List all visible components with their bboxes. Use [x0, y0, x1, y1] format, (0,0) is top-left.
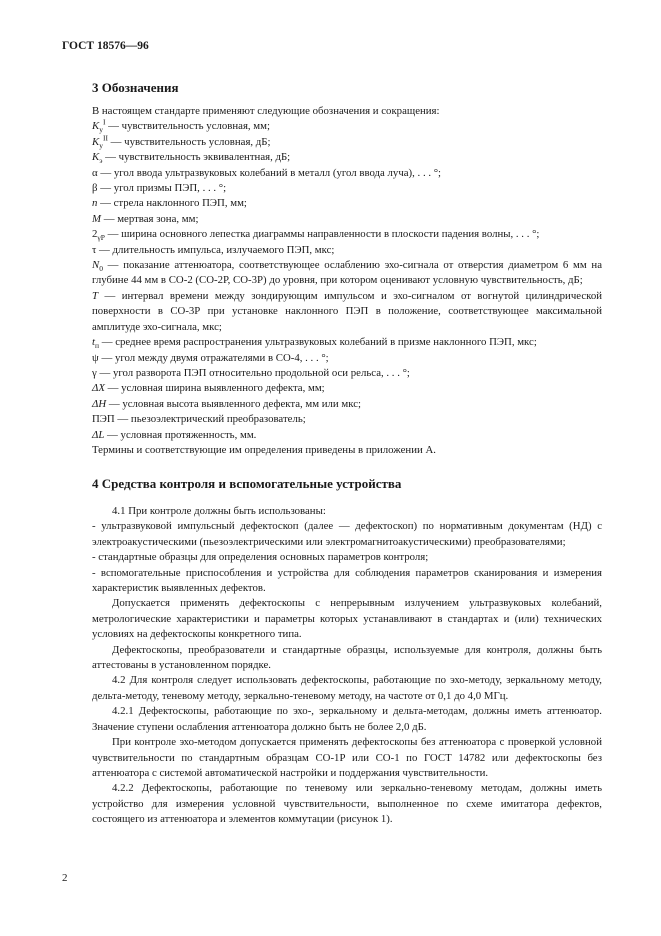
definition-item — [92, 351, 602, 366]
paragraph: Дефектоскопы, преобразователи и стандартные образцы, используемые для контроля, должны быть аттестованы в установленном порядке. — [92, 643, 602, 672]
definition-item — [92, 258, 602, 289]
definition-symbol: K — [92, 120, 100, 133]
definition-subscript: γP — [97, 233, 105, 243]
definition-item — [92, 227, 602, 242]
paragraph: 4.2.2 Дефектоскопы, работающие по теневому или зеркально-теневому методам, должны иметь устройство для измерения условной чувствительности, выполненное по схеме имитатора дефектов, состоящего из аттенюатора и элементов коммутации (рисунок 1). — [92, 782, 602, 826]
definition-subscript: п — [95, 341, 100, 351]
definition-text: — чувствительность условная, мм; — [105, 120, 270, 133]
definition-item — [92, 150, 602, 165]
definition-text: — угол ввода ультразвуковых колебаний в металл (угол ввода луча), . . . °; — [97, 166, 442, 179]
definition-symbol: 2 — [92, 228, 98, 241]
definition-text: — длительность импульса, излучаемого ПЭП, мкс; — [96, 243, 335, 256]
section-3-body — [92, 104, 602, 458]
paragraph: Допускается применять дефектоскопы с непрерывным излучением ультразвуковых колебаний, метрологические характеристики и параметры которых устанавливают в стандартах и (или) технических условиях на дефектоскопы конкретного типа. — [92, 597, 602, 641]
definition-item — [92, 366, 602, 381]
definition-symbol: ψ — [92, 351, 99, 364]
definition-subscript: у — [99, 140, 103, 150]
paragraph: При контроле эхо-методом допускается применять дефектоскопы без аттенюатора с проверкой условной чувствительности по стандартным образцам СО-1Р или СО-1 по ГОСТ 14782 или дефектоскопы без аттенюатора с системой автоматической настройки и поддержания чувствительности. — [92, 736, 602, 779]
definition-symbol: K — [92, 135, 100, 148]
definition-symbol: τ — [92, 243, 97, 256]
definition-text: — угол между двумя отражателями в СО-4, . . . °; — [98, 351, 329, 364]
definition-subscript: у — [99, 125, 103, 135]
definition-superscript: II — [102, 133, 108, 143]
definition-item — [92, 181, 602, 196]
definitions-list — [92, 119, 602, 443]
page-header: ГОСТ 18576—96 — [62, 40, 149, 52]
definition-symbol: M — [92, 212, 101, 225]
definition-text: — условная протяженность, мм. — [104, 428, 257, 441]
definition-text: — среднее время распространения ультразвуковых колебаний в призме наклонного ПЭП, мкс; — [99, 336, 537, 349]
definition-symbol: K — [92, 151, 100, 164]
definition-item — [92, 119, 602, 134]
definition-superscript: I — [102, 117, 106, 127]
definition-item — [92, 428, 602, 443]
definition-symbol: γ — [92, 366, 97, 379]
definition-item — [92, 212, 602, 227]
definition-symbol: ΔL — [92, 428, 105, 441]
paragraph: 4.1 При контроле должны быть использованы: — [112, 505, 326, 517]
definition-symbol: n — [92, 197, 98, 210]
definition-symbol: T — [92, 289, 99, 302]
definition-text: — ширина основного лепестка диаграммы направленности в плоскости падения волны, . . . °; — [104, 228, 540, 241]
section-3-closing: Термины и соответствующие им определения приведены в приложении А. — [92, 443, 436, 456]
definition-text: — условная ширина выявленного дефекта, мм; — [104, 382, 325, 395]
definition-text: — показание аттенюатора, соответствующее ослаблению эхо-сигнала от отверстия диаметром 6 мм на глубине 44 мм в СО-2 (СО-2Р, СО-3Р) до уровня, при котором оценивают условную чувствительность, дБ; — [92, 259, 602, 287]
list-item: - стандартные образцы для определения основных параметров контроля; — [92, 551, 429, 564]
definition-item — [92, 289, 602, 335]
definition-symbol: α — [92, 166, 98, 179]
section-4-title: 4 Средства контроля и вспомогательные устройства — [92, 476, 402, 491]
definition-item — [92, 243, 602, 258]
section-3-intro: В настоящем стандарте применяют следующие обозначения и сокращения: — [92, 105, 440, 117]
section-3-title: 3 Обозначения — [92, 80, 179, 95]
page-number: 2 — [62, 872, 68, 884]
section-4-body — [92, 504, 602, 828]
definition-symbol: t — [92, 336, 95, 349]
definition-subscript: э — [99, 156, 103, 166]
definition-symbol: ΔH — [92, 397, 107, 410]
definition-symbol: ΔX — [92, 382, 105, 395]
definition-text: — чувствительность эквивалентная, дБ; — [102, 151, 291, 164]
definition-text: — стрела наклонного ПЭП, мм; — [97, 197, 247, 210]
paragraph: 4.2.1 Дефектоскопы, работающие по эхо-, зеркальному и дельта-методам, должны иметь аттенюатор. Значение ступени ослабления аттенюатора должно быть не более 2,0 дБ. — [92, 705, 602, 733]
definition-text: — условная высота выявленного дефекта, мм или мкс; — [106, 397, 362, 410]
definition-text: — угол разворота ПЭП относительно продольной оси рельса, . . . °; — [96, 366, 410, 379]
definition-item — [92, 335, 602, 350]
definition-text: — интервал времени между зондирующим импульсом и эхо-сигналом от вогнутой цилиндрической поверхности в СО-3Р при установке наклонного ПЭП в положение, соответствующее максимальной амплитуде эхо-сигнала, мкс; — [92, 289, 602, 333]
definition-subscript: 0 — [99, 264, 103, 274]
list-item: - ультразвуковой импульсный дефектоскоп (далее — дефектоскоп) по нормативным документам (НД) с электроакустическими (пьезоэлектрическими или электромагнитоакустическими) преобразователями; — [92, 520, 602, 548]
definition-item — [92, 381, 602, 396]
definition-text: — мертвая зона, мм; — [101, 212, 199, 225]
paragraph: 4.2 Для контроля следует использовать дефектоскопы, работающие по эхо-методу, зеркальному методу, дельта-методу, теневому методу, зеркально-теневому методу, на частоте от 0,1 до 4,0 МГц. — [92, 674, 602, 702]
definition-item — [92, 166, 602, 181]
definition-symbol: ПЭП — [92, 413, 115, 426]
definition-text: — пьезоэлектрический преобразователь; — [114, 413, 306, 426]
definition-text: — чувствительность условная, дБ; — [107, 135, 271, 148]
definition-item — [92, 196, 602, 211]
definition-symbol: N — [92, 259, 100, 272]
definition-item — [92, 135, 602, 150]
definition-item — [92, 412, 602, 427]
definition-symbol: β — [92, 182, 98, 195]
definition-text: — угол призмы ПЭП, . . . °; — [97, 182, 227, 195]
definition-item — [92, 397, 602, 412]
list-item: - вспомогательные приспособления и устройства для соблюдения параметров сканирования и измерения характеристик выявленных дефектов. — [92, 566, 602, 595]
